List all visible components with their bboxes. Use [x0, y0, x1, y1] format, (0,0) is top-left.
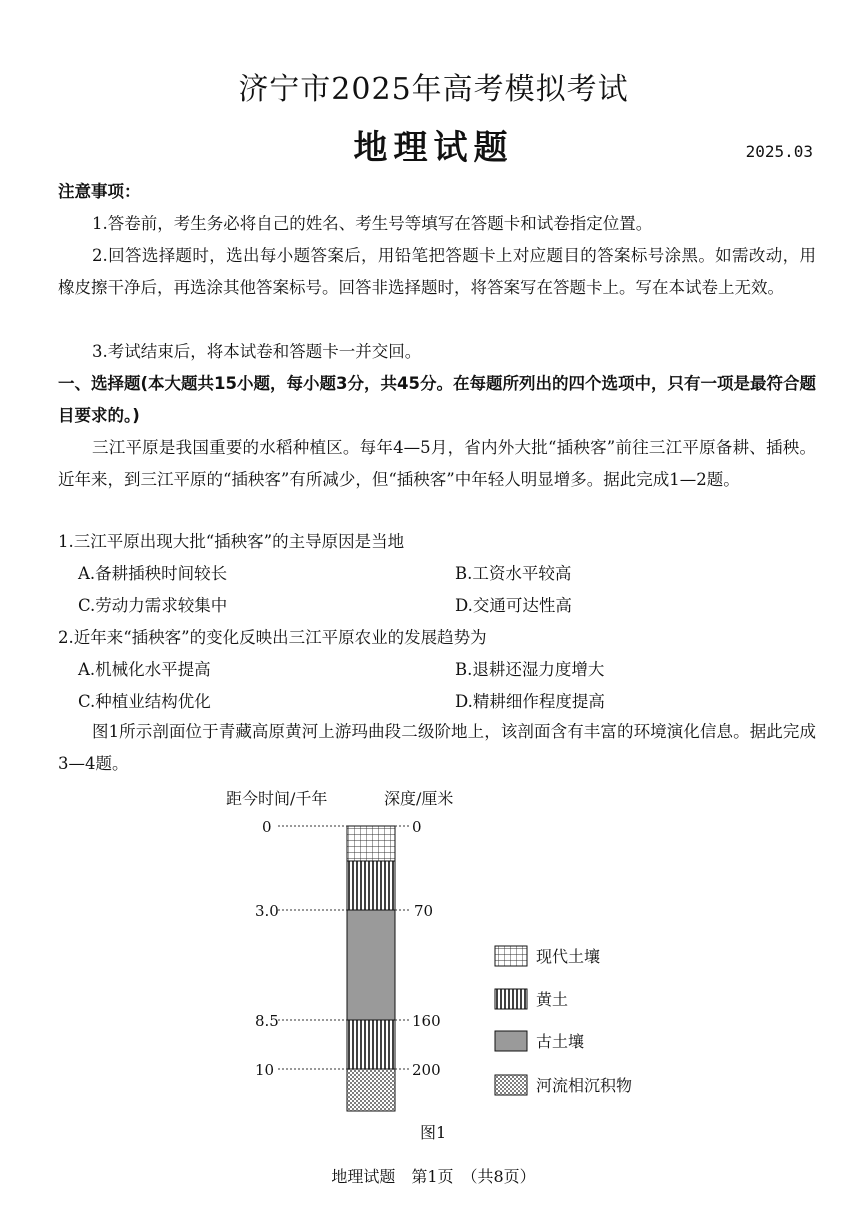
legend-swatch-modern-soil — [495, 946, 527, 966]
question-1-option-a: A.备耕插秧时间较长 — [78, 564, 228, 583]
figure-caption: 图1 — [420, 1123, 447, 1142]
depth-label-0: 0 — [412, 818, 422, 836]
layer-paleosol — [347, 910, 395, 1020]
legend-label-loess: 黄土 — [536, 990, 569, 1009]
time-label-8-5: 8.5 — [255, 1012, 279, 1030]
question-2-option-d: D.精耕细作程度提高 — [455, 692, 605, 711]
notice-item-2: 2.回答选择题时，选出每小题答案后，用铅笔把答题卡上对应题目的答案标号涂黑。如需改动，用橡皮擦干净后，再选涂其他答案标号。回答非选择题时，将答案写在答题卡上。写在本试卷上无效。 — [58, 246, 816, 297]
layer-modern-soil — [347, 826, 395, 861]
passage-2: 图1所示剖面位于青藏高原黄河上游玛曲段二级阶地上，该剖面含有丰富的环境演化信息。据此完成3—4题。 — [58, 722, 816, 773]
legend-swatch-river-deposit — [495, 1075, 527, 1095]
depth-label-70: 70 — [414, 902, 434, 920]
legend-label-river-deposit: 河流相沉积物 — [536, 1076, 633, 1095]
time-label-0: 0 — [262, 818, 272, 836]
figure-1-soil-profile — [0, 780, 867, 1150]
question-1-stem: 1.三江平原出现大批“插秧客”的主导原因是当地 — [58, 532, 405, 551]
section-heading: 一、选择题(本大题共15小题，每小题3分，共45分。在每题所列出的四个选项中，只有一项是最符合题目要求的。) — [58, 374, 816, 425]
exam-date: 2025.03 — [745, 142, 813, 161]
notice-item-3: 3.考试结束后，将本试卷和答题卡一并交回。 — [92, 342, 422, 361]
legend-swatch-paleosol — [495, 1031, 527, 1051]
depth-label-200: 200 — [412, 1061, 441, 1079]
time-label-10: 10 — [255, 1061, 275, 1079]
legend-label-paleosol: 古土壤 — [536, 1032, 585, 1051]
question-2-option-b: B.退耕还湿力度增大 — [455, 660, 605, 679]
question-2-option-c: C.种植业结构优化 — [78, 692, 211, 711]
exam-title: 济宁市2025年高考模拟考试 — [238, 72, 629, 107]
passage-1: 三江平原是我国重要的水稻种植区。每年4—5月，省内外大批“插秧客”前往三江平原备耕、插秧。近年来，到三江平原的“插秧客”有所减少，但“插秧客”中年轻人明显增多。据此完成1—2题。 — [58, 438, 816, 489]
subject-title: 地理试题 — [353, 128, 514, 168]
layer-loess-upper — [347, 861, 395, 910]
question-2-option-a: A.机械化水平提高 — [78, 660, 211, 679]
page-footer: 地理试题 第1页 （共8页） — [331, 1167, 536, 1186]
legend-swatch-loess — [495, 989, 527, 1009]
question-1-option-c: C.劳动力需求较集中 — [78, 596, 228, 615]
question-2-stem: 2.近年来“插秧客”的变化反映出三江平原农业的发展趋势为 — [58, 628, 487, 647]
left-axis-title: 距今时间/千年 — [226, 789, 328, 808]
legend-label-modern-soil: 现代土壤 — [536, 947, 601, 966]
time-label-3: 3.0 — [255, 902, 279, 920]
notice-heading: 注意事项： — [58, 182, 141, 201]
layer-river-deposit — [347, 1069, 395, 1111]
right-axis-title: 深度/厘米 — [384, 789, 454, 808]
notice-item-1: 1.答卷前，考生务必将自己的姓名、考生号等填写在答题卡和试卷指定位置。 — [92, 214, 653, 233]
question-1-option-b: B.工资水平较高 — [455, 564, 572, 583]
depth-label-160: 160 — [412, 1012, 441, 1030]
layer-loess-lower — [347, 1020, 395, 1069]
question-1-option-d: D.交通可达性高 — [455, 596, 572, 615]
